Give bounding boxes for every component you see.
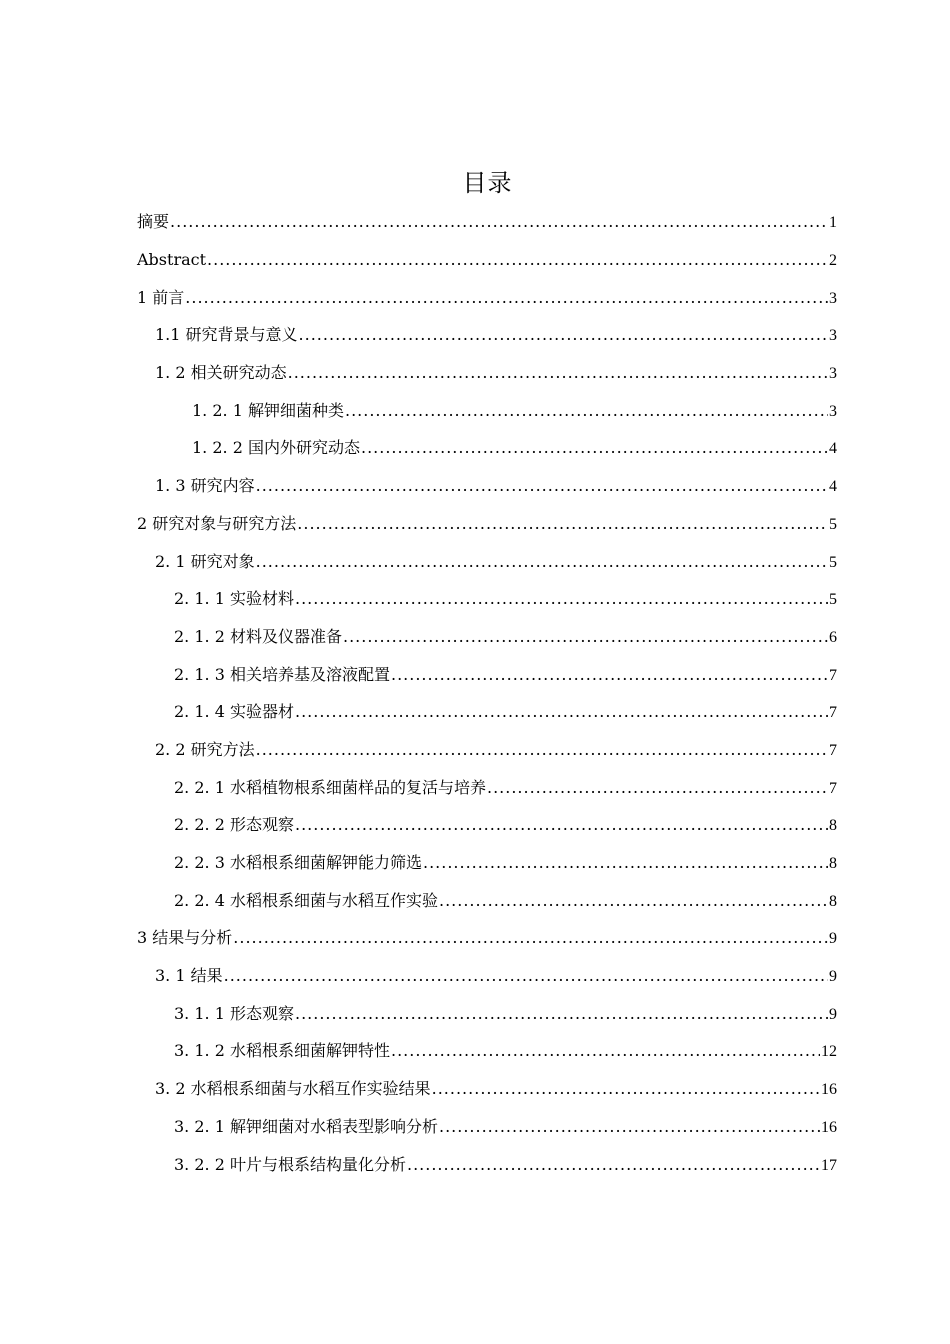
toc-entry-row [155,476,950,497]
dot-leader [439,891,828,911]
dot-leader [288,363,828,383]
dot-leader [345,401,828,421]
toc-entry[interactable] [0,355,950,393]
dot-leader [207,250,828,270]
toc-entry-page-number: 2 [829,252,837,270]
toc-entry[interactable] [0,506,950,544]
dot-leader [295,1004,828,1024]
toc-entry[interactable] [0,807,950,845]
toc-entry[interactable] [0,1109,950,1147]
toc-entry-row [137,250,950,271]
dot-leader [295,702,828,722]
toc-entry[interactable] [0,995,950,1033]
toc-entry-page-number: 1 [829,214,837,232]
toc-entry-page-number: 7 [829,779,837,797]
toc-entry-label: 1 前言 [137,287,185,307]
toc-entry-label: 2. 2. 2 形态观察 [174,815,294,835]
toc-entry-row [137,514,950,535]
toc-entry-page-number: 3 [829,327,837,345]
dot-leader [185,288,828,308]
toc-entry-row [174,702,950,723]
toc-entry-label: 2. 1. 4 实验器材 [174,702,294,722]
toc-entry-row [174,815,950,836]
toc-entry-page-number: 8 [829,855,837,873]
dot-leader [256,552,828,572]
toc-entry-label: 3. 1 结果 [155,966,223,986]
toc-entry-page-number: 8 [829,817,837,835]
toc-entry-label: 3. 1. 2 水稻根系细菌解钾特性 [174,1041,390,1061]
toc-entry[interactable] [0,430,950,468]
toc-entry-row [174,665,950,686]
toc-entry-row [174,627,950,648]
dot-leader [233,928,828,948]
toc-entry-page-number: 5 [829,515,837,533]
toc-entry-page-number: 7 [829,666,837,684]
toc-entry-row [155,363,950,384]
toc-entry[interactable] [0,1071,950,1109]
toc-entry-page-number: 9 [829,1005,837,1023]
dot-leader [487,778,828,798]
dot-leader [343,627,828,647]
toc-entry-page-number: 16 [821,1118,837,1136]
toc-entry[interactable] [0,581,950,619]
toc-entry-row [174,891,950,912]
toc-entry[interactable] [0,769,950,807]
toc-entry[interactable] [0,920,950,958]
toc-entry-row [137,288,950,309]
dot-leader [297,514,828,534]
toc-entry-label: 1. 3 研究内容 [155,476,255,496]
toc-entry-row [155,552,950,573]
toc-entry-page-number: 5 [829,553,837,571]
dot-leader [224,966,828,986]
toc-entry-page-number: 9 [829,930,837,948]
toc-list [0,204,950,1184]
toc-entry[interactable] [0,468,950,506]
toc-title: 目录 [462,169,513,197]
toc-entry-page-number: 4 [829,440,837,458]
toc-entry-row [174,1004,950,1025]
toc-entry-label: 3. 2 水稻根系细菌与水稻互作实验结果 [155,1079,431,1099]
toc-entry-page-number: 3 [829,402,837,420]
toc-entry[interactable] [0,732,950,770]
toc-entry-row [137,212,950,233]
toc-entry-row [155,966,950,987]
toc-entry-page-number: 4 [829,478,837,496]
toc-entry-label: 2. 2 研究方法 [155,739,255,759]
toc-entry-label: 2. 1. 1 实验材料 [174,589,294,609]
toc-entry-row [192,401,950,422]
toc-entry-label: 2. 1. 3 相关培养基及溶液配置 [174,664,390,684]
toc-entry-row [174,1155,950,1176]
dot-leader [256,476,828,496]
toc-entry-row [174,1041,950,1062]
toc-entry[interactable] [0,619,950,657]
dot-leader [439,1117,820,1137]
toc-entry-row [174,589,950,610]
toc-entry-page-number: 7 [829,741,837,759]
toc-entry[interactable] [0,543,950,581]
dot-leader [295,815,828,835]
toc-entry-label: 1. 2. 1 解钾细菌种类 [192,400,344,420]
dot-leader [295,589,828,609]
toc-entry[interactable] [0,204,950,242]
toc-entry-label: 1. 2. 2 国内外研究动态 [192,438,360,458]
toc-entry-row [174,1117,950,1138]
dot-leader [256,740,828,760]
dot-leader [391,665,828,685]
toc-entry-page-number: 16 [821,1081,837,1099]
toc-entry[interactable] [0,392,950,430]
toc-entry[interactable] [0,1033,950,1071]
toc-entry-label: 2 研究对象与研究方法 [137,513,297,533]
toc-entry-label: 3 结果与分析 [137,928,233,948]
toc-entry-label: 2. 2. 3 水稻根系细菌解钾能力筛选 [174,853,422,873]
toc-entry[interactable] [0,317,950,355]
toc-entry-label: Abstract [137,250,207,270]
toc-entry[interactable] [0,656,950,694]
toc-entry-page-number: 7 [829,704,837,722]
toc-entry[interactable] [0,242,950,280]
toc-entry-label: 3. 2. 1 解钾细菌对水稻表型影响分析 [174,1116,438,1136]
toc-entry-label: 2. 1 研究对象 [155,551,255,571]
dot-leader [299,325,828,345]
toc-entry-page-number: 3 [829,365,837,383]
dot-leader [407,1155,820,1175]
toc-entry-label: 2. 2. 1 水稻植物根系细菌样品的复活与培养 [174,777,486,797]
toc-entry-row [137,928,950,949]
dot-leader [423,853,828,873]
dot-leader [432,1079,820,1099]
toc-entry-row [155,740,950,761]
toc-entry-label: 摘要 [137,212,170,232]
toc-entry-row [155,325,950,346]
toc-entry-page-number: 17 [821,1156,837,1174]
toc-entry[interactable] [0,1146,950,1184]
toc-entry-page-number: 12 [821,1043,837,1061]
toc-entry-row [192,438,950,459]
toc-entry-row [174,778,950,799]
dot-leader [170,212,828,232]
toc-entry[interactable] [0,958,950,996]
toc-entry[interactable] [0,279,950,317]
toc-entry-page-number: 8 [829,892,837,910]
toc-entry-label: 3. 1. 1 形态观察 [174,1003,294,1023]
toc-entry-label: 3. 2. 2 叶片与根系结构量化分析 [174,1154,406,1174]
dot-leader [361,438,828,458]
toc-entry-label: 2. 2. 4 水稻根系细菌与水稻互作实验 [174,890,438,910]
toc-entry-row [155,1079,950,1100]
toc-entry-row [174,853,950,874]
toc-entry[interactable] [0,882,950,920]
toc-entry-page-number: 5 [829,591,837,609]
toc-entry-label: 1.1 研究背景与意义 [155,325,298,345]
toc-entry-label: 2. 1. 2 材料及仪器准备 [174,626,342,646]
dot-leader [391,1041,820,1061]
toc-entry[interactable] [0,694,950,732]
toc-entry-page-number: 6 [829,628,837,646]
toc-entry-page-number: 3 [829,289,837,307]
toc-entry[interactable] [0,845,950,883]
toc-entry-page-number: 9 [829,968,837,986]
toc-entry-label: 1. 2 相关研究动态 [155,363,287,383]
